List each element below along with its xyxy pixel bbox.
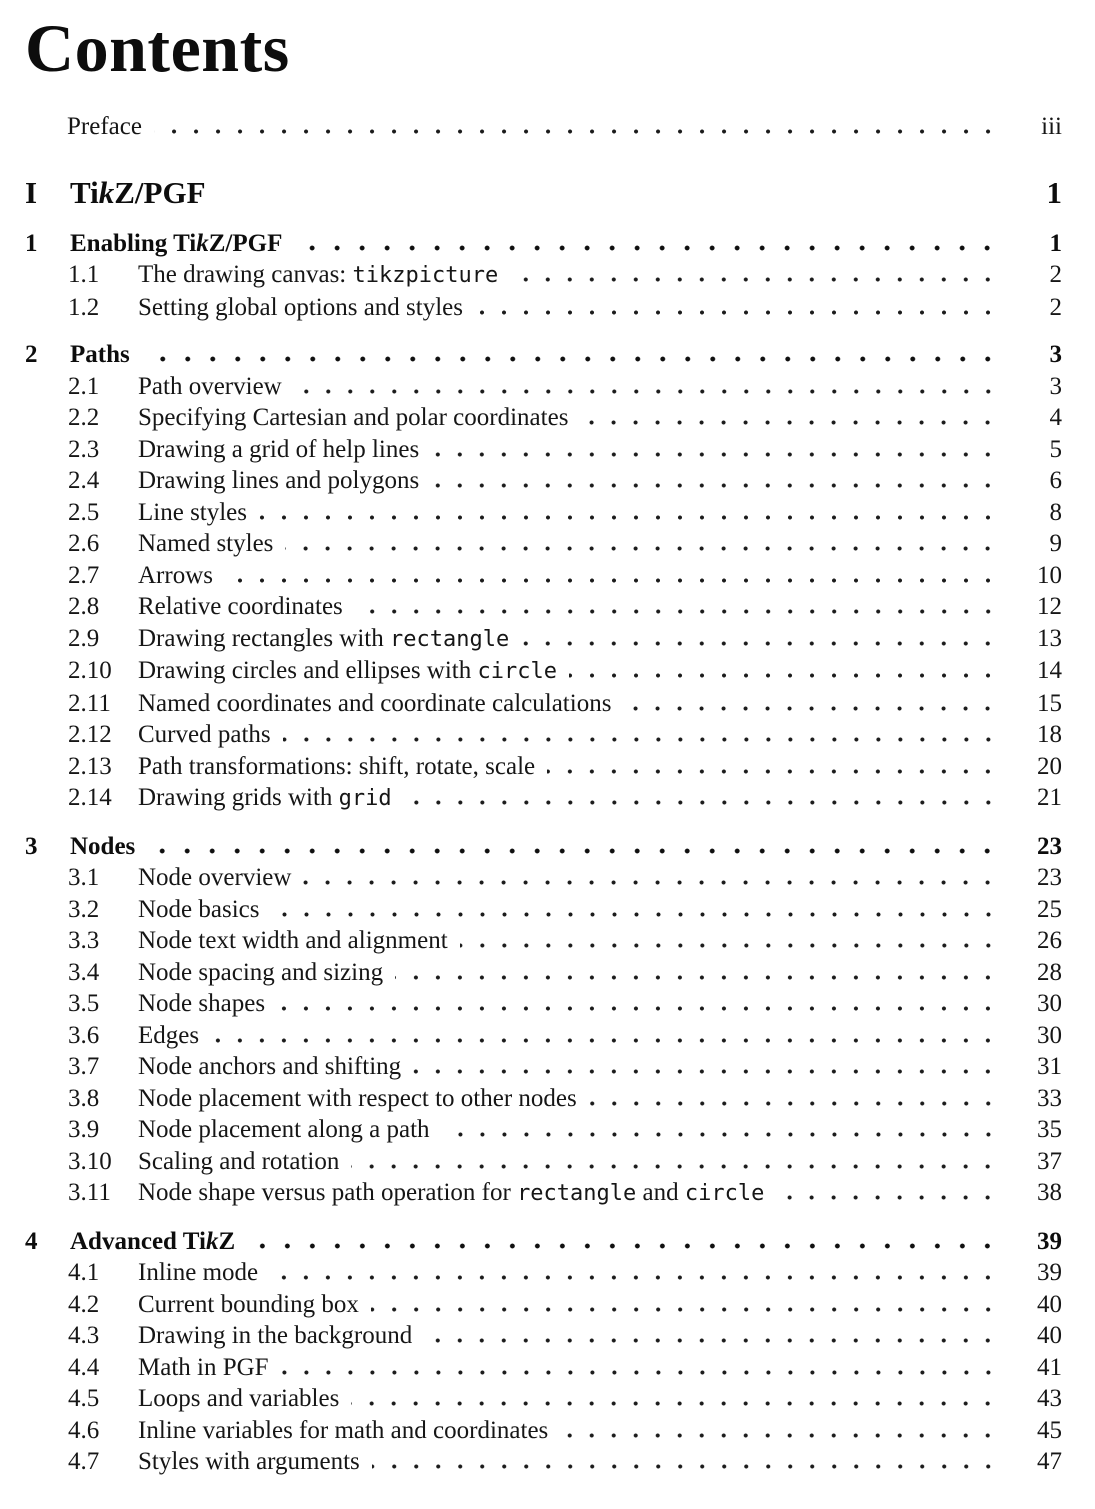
toc-entry-sec-4.5[interactable] — [25, 1383, 1062, 1415]
dot-leader — [294, 389, 999, 394]
entry-number: 2 — [25, 341, 38, 368]
page-number: 18 — [1037, 721, 1062, 748]
toc-entry-sec-4.2[interactable] — [25, 1289, 1062, 1321]
entry-title — [138, 371, 282, 403]
toc-entry-sec-3.5[interactable] — [25, 988, 1062, 1020]
title-segment: Node placement along a path — [138, 1116, 430, 1143]
title-segment: Inline variables for math and coordinates — [138, 1416, 549, 1444]
dot-leader — [569, 673, 999, 678]
entry-title — [138, 862, 291, 894]
title-segment: Loops and variables — [138, 1385, 340, 1412]
dot-leader — [355, 609, 999, 614]
entry-title — [138, 1083, 577, 1115]
toc-entry-sec-3.1[interactable] — [25, 862, 1062, 894]
entry-title — [138, 655, 557, 688]
entry-number: 4.2 — [68, 1290, 100, 1318]
dot-leader — [259, 515, 999, 520]
entry-title — [70, 174, 206, 212]
entry-number: 3.6 — [68, 1021, 100, 1049]
dot-leader — [283, 737, 999, 742]
dot-leader — [510, 277, 999, 282]
title-segment: Paths — [70, 341, 130, 368]
entry-number: 2.4 — [68, 467, 100, 494]
title-segment: Node overview — [138, 864, 292, 891]
dot-leader — [623, 706, 999, 711]
toc-entry-ch-4[interactable] — [25, 1226, 1062, 1258]
entry-number: 3.5 — [68, 990, 100, 1017]
toc-entry-sec-2.2[interactable] — [25, 402, 1062, 434]
entry-number: 3.4 — [68, 958, 100, 986]
entry-number: 4.6 — [68, 1416, 100, 1444]
title-segment: Scaling and rotation — [138, 1147, 340, 1175]
entry-title — [138, 1146, 339, 1178]
entry-title — [138, 1352, 269, 1384]
entry-title — [138, 894, 260, 926]
entry-number: 2.5 — [68, 498, 100, 526]
entry-number: 2.11 — [68, 689, 111, 717]
page-number: 10 — [1037, 561, 1062, 589]
page-number: 2 — [1049, 261, 1062, 288]
dot-leader — [776, 1195, 999, 1200]
document-page — [0, 12, 1095, 1509]
toc-entry-sec-1.1[interactable] — [25, 259, 1062, 292]
title-segment: k — [196, 229, 209, 257]
entry-title — [138, 1257, 258, 1289]
entry-number: 3.8 — [68, 1084, 100, 1112]
dot-leader — [303, 880, 999, 885]
page-number: 23 — [1037, 832, 1062, 860]
page-number: 28 — [1037, 958, 1062, 986]
entry-title — [138, 782, 392, 815]
toc-entry-sec-2.7[interactable] — [25, 560, 1062, 592]
entry-number: 1.2 — [68, 293, 100, 321]
toc-entry-preface[interactable] — [25, 111, 1062, 143]
toc-entry-sec-2.11[interactable] — [25, 688, 1062, 720]
page-number: 20 — [1037, 752, 1062, 780]
entry-number: 1.1 — [68, 261, 100, 288]
toc-entry-sec-4.3[interactable] — [25, 1320, 1062, 1352]
toc-entry-sec-1.2[interactable] — [25, 292, 1062, 324]
dot-leader — [351, 1401, 999, 1406]
page-number: 47 — [1037, 1448, 1062, 1475]
title-segment: Edges — [138, 1021, 200, 1049]
entry-number: 3.3 — [68, 927, 100, 954]
page-number: 12 — [1037, 593, 1062, 620]
dot-leader — [547, 769, 999, 774]
dot-leader — [351, 1164, 999, 1169]
entry-title — [138, 925, 448, 957]
entry-title — [70, 339, 130, 371]
toc-entry-sec-2.3[interactable] — [25, 434, 1062, 466]
entry-title — [138, 292, 463, 324]
dot-leader — [431, 483, 999, 488]
toc-entry-sec-2.14[interactable] — [25, 782, 1062, 815]
entry-number: 3.1 — [68, 864, 100, 891]
title-segment: Current bounding box — [138, 1290, 359, 1318]
entry-title — [138, 1415, 548, 1447]
dot-leader — [413, 1069, 999, 1074]
toc-entry-sec-2.10[interactable] — [25, 655, 1062, 688]
toc-entry-sec-2.13[interactable] — [25, 751, 1062, 783]
title-segment: Node anchors and shifting — [138, 1053, 402, 1080]
title-segment: Preface — [67, 113, 142, 140]
entry-title — [70, 228, 282, 260]
toc-entry-ch-3[interactable] — [25, 831, 1062, 863]
dot-leader — [521, 641, 999, 646]
toc-entry-sec-3.11[interactable] — [25, 1177, 1062, 1210]
toc-entry-sec-2.5[interactable] — [25, 497, 1062, 529]
title-segment: Ti — [70, 174, 99, 210]
title-segment: Path overview — [138, 372, 282, 400]
title-segment: rectangle — [517, 1181, 637, 1206]
title-segment: k — [205, 1227, 219, 1255]
dot-leader — [560, 1433, 999, 1438]
dot-leader — [147, 848, 1000, 854]
title-segment: The drawing canvas: — [138, 261, 353, 288]
entry-title — [138, 1320, 412, 1352]
page-number: 8 — [1049, 498, 1062, 526]
title-segment: Inline mode — [138, 1259, 259, 1286]
dot-leader — [580, 420, 999, 425]
page-number: 1 — [1046, 174, 1062, 210]
entry-number: 4.1 — [68, 1259, 100, 1286]
entry-number: 2.2 — [68, 404, 100, 431]
page-number: 15 — [1037, 689, 1062, 717]
entry-number: 2.12 — [68, 721, 112, 748]
entry-title — [138, 1177, 764, 1210]
title-segment: Specifying Cartesian and polar coordinates — [138, 404, 569, 431]
entry-number: 2.14 — [68, 784, 112, 811]
page-number: 3 — [1049, 341, 1062, 368]
title-segment: Z/PGF — [208, 229, 283, 257]
title-segment: Node spacing and sizing — [138, 958, 384, 986]
entry-title — [138, 688, 611, 720]
entry-number: 4 — [25, 1227, 38, 1255]
entry-number: 4.5 — [68, 1385, 100, 1412]
entry-title — [138, 719, 271, 751]
entry-number: 4.3 — [68, 1322, 100, 1349]
title-segment: Enabling Ti — [70, 229, 197, 257]
toc-entry-sec-3.8[interactable] — [25, 1083, 1062, 1115]
entry-title — [138, 1051, 401, 1083]
title-segment: Named coordinates and coordinate calculations — [138, 689, 612, 717]
toc-entry-sec-3.6[interactable] — [25, 1020, 1062, 1052]
entry-number: 3.2 — [68, 895, 100, 923]
toc-entry-sec-4.6[interactable] — [25, 1415, 1062, 1447]
entry-title — [138, 751, 535, 783]
title-segment: Node text width and alignment — [138, 927, 448, 954]
page-number: 31 — [1037, 1053, 1062, 1080]
toc — [25, 84, 1062, 1478]
dot-leader — [285, 546, 999, 551]
page-number: 2 — [1049, 293, 1062, 321]
toc-entry-sec-2.8[interactable] — [25, 591, 1062, 623]
entry-title — [138, 1383, 339, 1415]
dot-leader — [589, 1101, 999, 1106]
page-number: 14 — [1037, 657, 1062, 684]
dot-leader — [247, 1243, 1000, 1249]
entry-title — [138, 560, 213, 592]
title-segment: Drawing rectangles with — [138, 624, 391, 652]
dot-leader — [371, 1307, 999, 1312]
page-number: iii — [1041, 113, 1062, 140]
dot-leader — [404, 800, 999, 805]
entry-title — [67, 111, 142, 143]
toc-entry-sec-3.10[interactable] — [25, 1146, 1062, 1178]
toc-entry-sec-4.4[interactable] — [25, 1352, 1062, 1384]
dot-leader — [372, 1464, 999, 1469]
title-segment: Node shapes — [138, 990, 266, 1017]
entry-number: 2.13 — [68, 752, 112, 780]
page-number: 9 — [1049, 530, 1062, 557]
dot-leader — [475, 310, 999, 315]
dot-leader — [225, 578, 999, 583]
page-number: 45 — [1037, 1416, 1062, 1444]
toc-entry-sec-2.9[interactable] — [25, 623, 1062, 656]
entry-title — [138, 1114, 430, 1146]
entry-number: 1 — [25, 229, 38, 257]
entry-title — [138, 1446, 360, 1478]
page-number: 5 — [1049, 435, 1062, 463]
entry-title — [138, 1020, 199, 1052]
dot-leader — [211, 1038, 999, 1043]
entry-number: 2.7 — [68, 561, 100, 589]
entry-title — [138, 497, 247, 529]
toc-entry-sec-3.4[interactable] — [25, 957, 1062, 989]
title-segment: Node shape versus path operation for — [138, 1179, 518, 1206]
title-segment: circle — [477, 659, 557, 684]
entry-number: I — [25, 174, 38, 210]
entry-title — [138, 465, 419, 497]
title-segment: Node basics — [138, 895, 260, 923]
title-segment: Styles with arguments — [138, 1448, 360, 1475]
dot-leader — [277, 1006, 999, 1011]
dot-leader — [424, 1338, 999, 1343]
entry-number: 3.11 — [68, 1179, 111, 1206]
toc-entry-sec-4.7[interactable] — [25, 1446, 1062, 1478]
entry-title — [70, 831, 135, 863]
dot-leader — [431, 452, 999, 457]
title-segment: grid — [338, 786, 392, 811]
page-number: 25 — [1037, 895, 1062, 923]
page-number: 30 — [1037, 990, 1062, 1017]
toc-entry-sec-2.12[interactable] — [25, 719, 1062, 751]
entry-number: 2.9 — [68, 624, 100, 652]
title-segment: Path transformations: shift, rotate, scale — [138, 752, 536, 780]
entry-number: 2.10 — [68, 657, 112, 684]
entry-number: 3.7 — [68, 1053, 100, 1080]
page-title: Contents — [25, 10, 290, 86]
toc-entry-sec-2.6[interactable] — [25, 528, 1062, 560]
page-number: 6 — [1049, 467, 1062, 494]
toc-entry-sec-2.4[interactable] — [25, 465, 1062, 497]
dot-leader — [395, 975, 999, 980]
page-number: 13 — [1037, 624, 1062, 652]
toc-entry-ch-2[interactable] — [25, 339, 1062, 371]
page-number: 41 — [1037, 1353, 1062, 1381]
entry-number: 4.4 — [68, 1353, 100, 1381]
title-segment: tikzpicture — [352, 263, 499, 288]
title-segment: Line styles — [138, 498, 248, 526]
title-segment: Z/PGF — [114, 174, 206, 210]
title-segment: circle — [684, 1181, 765, 1206]
toc-entry-sec-3.7[interactable] — [25, 1051, 1062, 1083]
entry-title — [138, 957, 383, 989]
title-segment: k — [98, 174, 115, 210]
page-number: 38 — [1037, 1179, 1062, 1206]
page-number: 23 — [1037, 864, 1062, 891]
entry-title — [138, 259, 498, 292]
title-segment: Z — [218, 1227, 236, 1255]
toc-entry-part-I[interactable] — [25, 174, 1062, 212]
entry-number: 3 — [25, 832, 38, 860]
dot-leader — [142, 356, 1000, 362]
title-segment: Drawing a grid of help lines — [138, 435, 420, 463]
page-number: 35 — [1037, 1116, 1062, 1143]
entry-title — [70, 1226, 235, 1258]
page-number: 3 — [1049, 372, 1062, 400]
toc-entry-ch-1[interactable] — [25, 228, 1062, 260]
toc-entry-sec-3.3[interactable] — [25, 925, 1062, 957]
entry-number: 2.6 — [68, 530, 100, 557]
entry-title — [138, 528, 273, 560]
toc-entry-sec-3.9[interactable] — [25, 1114, 1062, 1146]
page-number: 1 — [1049, 229, 1062, 257]
toc-entry-sec-2.1[interactable] — [25, 371, 1062, 403]
entry-title — [138, 1289, 359, 1321]
page-number: 40 — [1037, 1322, 1062, 1349]
title-segment: Drawing grids with — [138, 784, 339, 811]
page-number: 4 — [1049, 404, 1062, 431]
title-segment: Setting global options and styles — [138, 293, 463, 321]
page-number: 39 — [1037, 1259, 1062, 1286]
toc-entry-sec-4.1[interactable] — [25, 1257, 1062, 1289]
title-segment: Arrows — [138, 561, 213, 589]
entry-title — [138, 402, 568, 434]
title-segment: Curved paths — [138, 721, 271, 748]
entry-title — [138, 591, 343, 623]
page-number: 30 — [1037, 1021, 1062, 1049]
page-number: 39 — [1037, 1227, 1062, 1255]
title-segment: Drawing circles and ellipses with — [138, 657, 478, 684]
title-segment: Drawing lines and polygons — [138, 467, 420, 494]
title-segment: and — [636, 1179, 685, 1206]
title-segment: rectangle — [390, 626, 510, 652]
entry-number: 2.8 — [68, 593, 100, 620]
dot-leader — [270, 1275, 999, 1280]
page-number: 33 — [1037, 1084, 1062, 1112]
title-segment: Nodes — [70, 832, 136, 860]
title-segment: Math in PGF — [138, 1353, 269, 1381]
title-segment: Drawing in the background — [138, 1322, 413, 1349]
entry-title — [138, 623, 509, 656]
dot-leader — [281, 1370, 999, 1375]
dot-leader — [154, 129, 999, 134]
page-number: 43 — [1037, 1385, 1062, 1412]
title-segment: Relative coordinates — [138, 593, 343, 620]
dot-leader — [442, 1132, 999, 1137]
dot-leader — [294, 245, 1000, 251]
title-segment: Node placement with respect to other nodes — [138, 1084, 577, 1112]
entry-title — [138, 988, 265, 1020]
title-segment: Named styles — [138, 530, 274, 557]
page-number: 26 — [1037, 927, 1062, 954]
entry-number: 3.9 — [68, 1116, 100, 1143]
title-segment: Advanced Ti — [70, 1227, 206, 1255]
page-number: 37 — [1037, 1147, 1062, 1175]
page-number: 21 — [1037, 784, 1062, 811]
entry-number: 4.7 — [68, 1448, 100, 1475]
page-number: 40 — [1037, 1290, 1062, 1318]
entry-title — [138, 434, 419, 466]
toc-entry-sec-3.2[interactable] — [25, 894, 1062, 926]
dot-leader — [460, 943, 999, 948]
dot-leader — [272, 912, 1000, 917]
entry-number: 3.10 — [68, 1147, 112, 1175]
entry-number: 2.3 — [68, 435, 100, 463]
entry-number: 2.1 — [68, 372, 100, 400]
